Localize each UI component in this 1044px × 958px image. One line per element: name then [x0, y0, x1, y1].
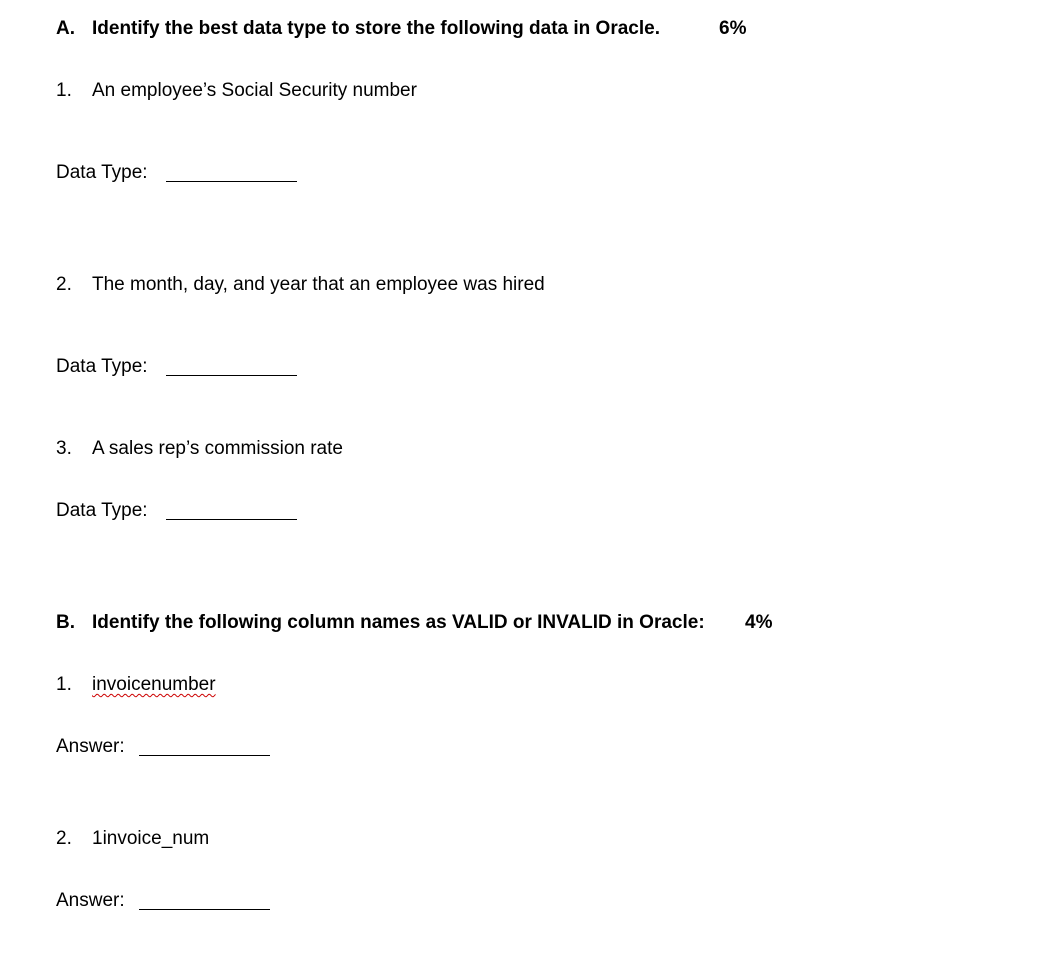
section-a-letter: A. — [56, 18, 75, 39]
question-a1-number: 1. — [56, 80, 72, 101]
question-a3 — [56, 438, 343, 460]
answer-blank-a1[interactable] — [166, 181, 297, 182]
question-b2-number: 2. — [56, 828, 72, 849]
answer-blank-a3[interactable] — [166, 519, 297, 520]
section-b-title: Identify the following column names as VALID or INVALID in Oracle: — [92, 612, 705, 633]
answer-blank-b2[interactable] — [139, 909, 270, 910]
section-b-letter: B. — [56, 612, 75, 633]
question-b1 — [56, 674, 216, 696]
question-b2-text: 1invoice_num — [92, 828, 210, 849]
answer-label-a2: Data Type: — [56, 356, 148, 377]
answer-label-a3: Data Type: — [56, 500, 148, 521]
answer-blank-b1[interactable] — [139, 755, 270, 756]
question-b1-text: invoicenumber — [92, 674, 216, 695]
section-a-title: Identify the best data type to store the following data in Oracle. — [92, 18, 660, 39]
question-a2 — [56, 274, 545, 296]
question-b2 — [56, 828, 209, 850]
answer-label-a1: Data Type: — [56, 162, 148, 183]
section-b-heading — [56, 612, 705, 634]
question-a2-text: The month, day, and year that an employee was hired — [92, 274, 545, 295]
question-a1-text: An employee’s Social Security number — [92, 80, 417, 101]
answer-label-b2: Answer: — [56, 890, 125, 911]
question-a3-number: 3. — [56, 438, 72, 459]
answer-label-b1: Answer: — [56, 736, 125, 757]
question-a3-text: A sales rep’s commission rate — [92, 438, 343, 459]
section-b-weight: 4% — [745, 612, 773, 633]
question-b1-number: 1. — [56, 674, 72, 695]
answer-blank-a2[interactable] — [166, 375, 297, 376]
section-a-heading — [56, 18, 660, 40]
question-a2-number: 2. — [56, 274, 72, 295]
section-a-weight: 6% — [719, 18, 747, 39]
question-a1 — [56, 80, 417, 102]
